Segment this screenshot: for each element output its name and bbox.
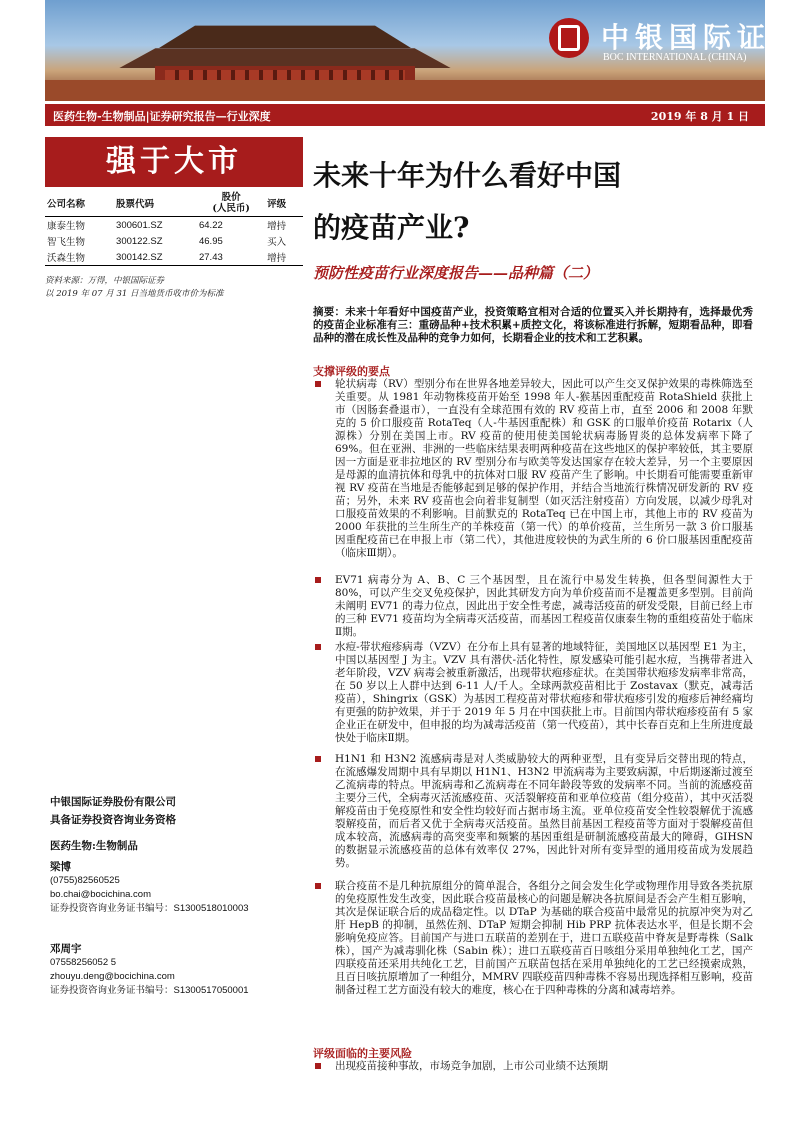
- cell-company: 智飞生物: [47, 237, 86, 248]
- support-points-list: [313, 378, 753, 560]
- bullet-text: 联合疫苗不是几种抗原组分的简单混合，各组分之间会发生化学或物理作用导致各类抗原的免疫原性发生改变，因此联合疫苗最核心的问题是解决各抗原间是否会产生相互影响，其次是保证联合后的成品稳定性。以 DTaP 为基础的联合疫苗中最常见的抗原冲突为对乙肝 HepB 的抑制，虽然佐剂、DTaP 短期会抑制 Hib PRP 抗体表达水平，但是长期不会影响免疫应答。目前国产与进口五联苗的差别在于，进口五联疫苗中脊灰是野毒株（Salk 株），国产为减毒驯化株（Sabin 株）；进口五联疫苗百日咳组分采用单独纯化工艺，国产四联疫苗还采用共纯化工艺，目前国产五联苗包括在采用单独纯化的工艺已经摸索成熟，且百日咳抗原增加了一种组分，MMRV 四联疫苗四种毒株不容易出现选择相互影响，疫苗制备过程工艺方面没有较大的难度，核心在于四种毒株的分离和减毒培养。: [335, 880, 753, 996]
- list-item: [313, 753, 753, 870]
- analyst-name: 梁博: [50, 861, 71, 873]
- palace-wall: [45, 80, 765, 101]
- cell-code: 300142.SZ: [114, 249, 197, 266]
- sector-label: 医药生物:生物制品: [50, 840, 138, 852]
- cell-rating: 买入: [267, 237, 287, 248]
- analyst-cert: 证券投资咨询业务证书编号：S1300518010003: [50, 903, 249, 914]
- risk-heading: 评级面临的主要风险: [313, 1047, 412, 1060]
- col-company: 公司名称: [45, 190, 114, 217]
- report-category: 医药生物-生物制品|证券研究报告—行业深度: [53, 110, 271, 123]
- header-banner-image: [45, 0, 805, 101]
- summary-paragraph: 摘要：未来十年看好中国疫苗产业，投资策略宜相对合适的位置买入并长期持有，选择最优秀的疫苗企业标准有三：重磅品种+技术积累+质控文化，将该标准进行拆解，短期看品种，即看品种的潜在成长性及品种的竞争力如何，长期看企业的技术和工艺积累。: [313, 306, 753, 344]
- support-points-list-5: [313, 880, 753, 997]
- bullet-square-icon: [315, 883, 321, 889]
- support-points-list-2: [313, 574, 753, 639]
- table-row: [45, 249, 303, 266]
- company-qualification: 具备证券投资咨询业务资格: [50, 814, 176, 826]
- analyst-card: [50, 942, 249, 998]
- cell-price: 46.95: [198, 235, 223, 247]
- bullet-square-icon: [315, 644, 321, 650]
- palace-roof-top: [135, 20, 435, 48]
- cell-price: 27.43: [197, 249, 265, 266]
- analyst-email[interactable]: bo.chai@bocichina.com: [50, 889, 152, 900]
- analyst-name: 邓周宇: [50, 943, 82, 955]
- cell-company: 康泰生物: [47, 221, 86, 232]
- bullet-text: 轮状病毒（RV）型别分布在世界各地差异较大，因此可以产生交叉保护效果的毒株筛选至关重要。从 1981 年动物株疫苗开始至 1998 年人-猴基因重配疫苗 RotaShield 获批上市（因肠套叠退市），一直没有全球范围有效的 RV 疫苗上市，直至 2006 和 2008 年默克的 5 价口服疫苗 RotaTeq（人-牛基因重配株）和 GSK 的口服单价疫苗 Rotarix（人源株）分别在美国上市。RV 疫苗的使用使美国轮状病毒肠胃炎的总体发病率下降了 69%。但在亚洲、非洲的一些临床结果表明两种疫苗在这些地区的保护率较低，其主要原因一方面是亚非拉地区的 RV 型别分布与欧美等发达国家存在较大差异，另一个主要原因是母源的血清抗体和母乳中的抗体对口服 RV 疫苗产生了影响。中长期看可能需要重新审视 RV 疫苗在当地是否能够起到足够的保护作用，并结合当地流行株情况研发新的 RV 疫苗；另外，未来 RV 疫苗也会向着非复制型（如灭活注射疫苗）方向发展，以减少母乳对口服疫苗效果的不利影响。目前默克的 RotaTeq 已在中国上市，其他上市的 RV 疫苗为 2000 年获批的兰生所生产的羊株疫苗（第一代）的单价疫苗，兰生所另一款 3 价口服基因重配疫苗已在申报上市（第二代），其他进度较快的为武生所的 6 价口服基因重配疫苗（临床Ⅲ期）。: [335, 378, 753, 559]
- list-item: [313, 574, 753, 639]
- stock-table: [45, 190, 303, 266]
- title-line-1: 未来十年为什么看好中国: [313, 159, 622, 192]
- stock-table-header: [45, 190, 303, 217]
- table-source-note: [45, 275, 223, 301]
- risk-list: [313, 1060, 753, 1073]
- analyst-cert: 证券投资咨询业务证书编号：S1300517050001: [50, 985, 249, 996]
- logo-english-text: BOC INTERNATIONAL (CHINA): [603, 52, 747, 63]
- bullet-text: EV71 病毒分为 A、B、C 三个基因型，且在流行中易发生转换，但各型间源性大于 80%，可以产生交叉免疫保护，因此其研发方向为单价疫苗而不是覆盖更多型别。目前尚未阐明 EV71 的毒力位点，因此出于安全性考虑，减毒活疫苗的研发受限，目前已经上市的三种 EV71 疫苗均为全病毒灭活疫苗，而基因工程疫苗仅康泰生物的重组疫苗处于临床Ⅱ期。: [335, 574, 753, 638]
- bullet-text: 水痘-带状疱疹病毒（VZV）在分布上具有显著的地域特征，美国地区以基因型 E1 为主，中国以基因型 J 为主。VZV 具有潜伏-活化特性，原发感染可能引起水痘，当携带者进入老年阶段，VZV 病毒会被重新激活，出现带状疱疹症状。在美国带状疱疹发病率非常高，在 50 岁以上人群中达到 6-11 人/千人。全球两款疫苗相比于 Zostavax（默克，减毒活疫苗），Shingrix（GSK）为基因工程疫苗对带状疱疹和带状疱疹引发的疱疹后神经痛均有更强的防护效果，并于于 2019 年 5 月在中国获批上市。目前国内带状疱疹疫苗有 5 家企业正在研发中，但申报的均为减毒活疫苗（第一代疫苗），其中长春百克和上生所进度最快处于临床Ⅱ期。: [335, 641, 753, 744]
- title-line-2: 的疫苗产业?: [313, 211, 470, 244]
- list-item: [313, 1060, 753, 1073]
- report-date: 2019 年 8 月 1 日: [650, 110, 749, 123]
- cell-company: 沃森生物: [45, 249, 114, 266]
- risk-text: 出现疫苗接种事故，市场竞争加剧，上市公司业绩不达预期: [335, 1060, 608, 1072]
- bank-of-china-logo-icon: [549, 18, 589, 58]
- list-item: [313, 641, 753, 745]
- table-row: [45, 217, 303, 234]
- cell-rating: 增持: [265, 249, 303, 266]
- company-info: [50, 793, 176, 829]
- rating-badge: 强于大市: [45, 137, 303, 187]
- col-code: 股票代码: [114, 190, 197, 217]
- analyst-email[interactable]: zhouyu.deng@bocichina.com: [50, 971, 175, 982]
- col-price: [197, 190, 265, 217]
- col-rating: 评级: [265, 190, 303, 217]
- source-line: 资料来源：万得，中银国际证券: [45, 276, 165, 286]
- palace-roof-lower: [105, 46, 465, 68]
- support-points-list-3: [313, 641, 753, 745]
- bullet-text: H1N1 和 H3N2 流感病毒是对人类威胁较大的两种亚型，且有变异后交替出现的特点，在流感爆发周期中具有早期以 H1N1、H3N2 甲流病毒为主要致病源，中后期逐渐过渡至乙流病毒的特点。甲流病毒和乙流病毒在不同年龄段等致的发病率不同。当前的流感疫苗主要分三代，全病毒灭活流感疫苗、灭活裂解疫苗和亚单位疫苗（组分疫苗），其中灭活裂解疫苗由于免疫原性和安全性均较好而占据市场主流。亚单位疫苗安全性较裂解优于流感裂解疫苗，而后者又优于全病毒灭活疫苗。虽然目前基因工程疫苗等方面对于裂解疫苗但成本较高，流感病毒的高突变率和频繁的基因重组是研制流感疫苗最大的障碍，GIHSN 的数据显示流感疫苗的总体有效率仅 27%，因此针对所有变异型的通用疫苗成为发展趋势。: [335, 753, 753, 869]
- bullet-square-icon: [315, 756, 321, 762]
- col-price-label: 股价 (人民币): [212, 192, 250, 214]
- list-item: [313, 378, 753, 560]
- logo-chinese-text: 中银国际证券: [601, 21, 805, 54]
- analyst-phone: 07558256052 5: [50, 957, 117, 968]
- support-heading: 支撑评级的要点: [313, 365, 390, 378]
- cell-code: 300122.SZ: [116, 235, 163, 247]
- bullet-square-icon: [315, 577, 321, 583]
- list-item: [313, 880, 753, 997]
- analyst-card: [50, 860, 249, 916]
- support-points-list-4: [313, 753, 753, 870]
- bullet-square-icon: [315, 1063, 321, 1069]
- cell-code: 300601.SZ: [116, 219, 163, 231]
- price-basis-line: 以 2019 年 07 月 31 日当地货币收市价为标准: [45, 289, 224, 299]
- boci-logo: [543, 8, 805, 70]
- cell-rating: 增持: [267, 221, 287, 232]
- cell-price: 64.22: [198, 219, 223, 231]
- page-title: [313, 150, 763, 254]
- category-bar: [45, 104, 765, 126]
- analyst-phone: (0755)82560525: [50, 875, 120, 886]
- company-name: 中银国际证券股份有限公司: [50, 796, 176, 808]
- table-row: [45, 233, 303, 249]
- bullet-square-icon: [315, 381, 321, 387]
- page-subtitle: 预防性疫苗行业深度报告——品种篇（二）: [313, 264, 599, 282]
